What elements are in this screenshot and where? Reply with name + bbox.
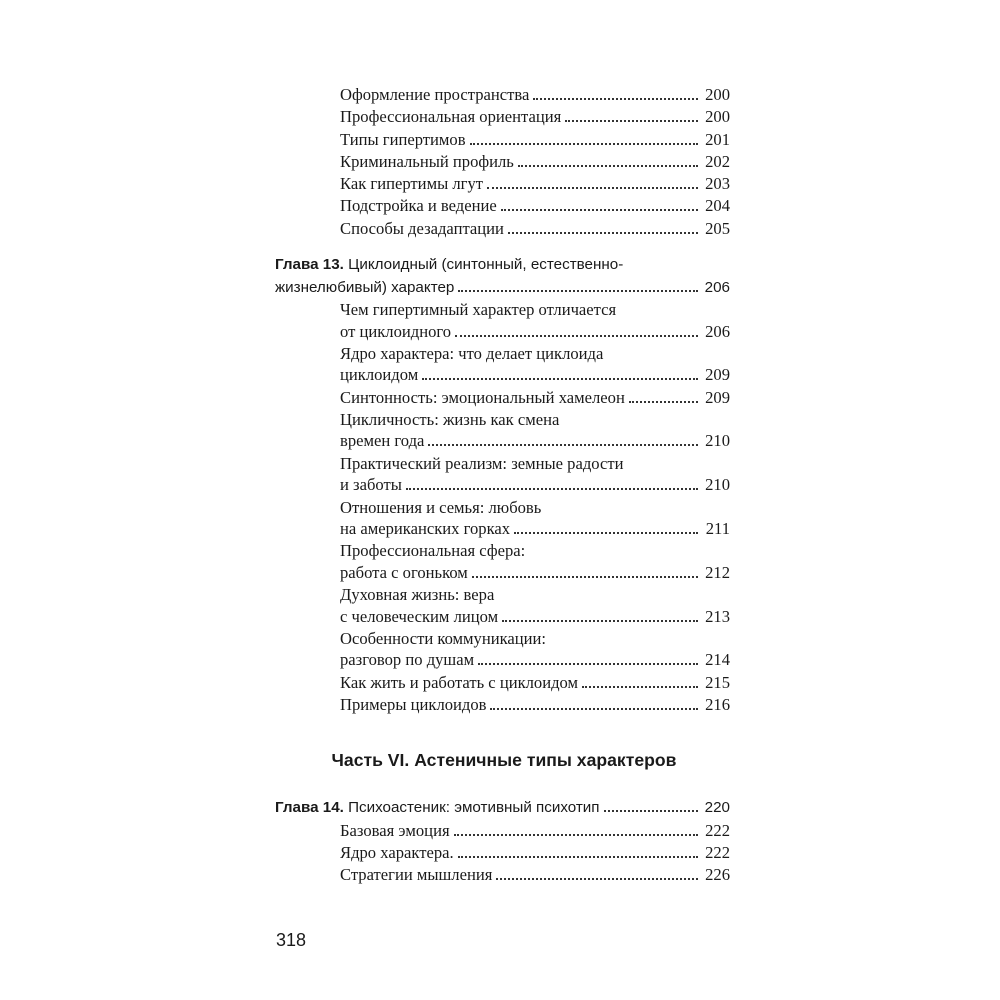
toc-entry-title: Криминальный профиль bbox=[340, 151, 514, 171]
dot-leader bbox=[502, 620, 698, 622]
chapter-13-page: 206 bbox=[704, 278, 730, 296]
toc-entry-title: Подстройка и ведение bbox=[340, 196, 497, 216]
toc-entry-title: Ядро характера. bbox=[340, 842, 454, 862]
toc-entry-page: 226 bbox=[705, 865, 730, 885]
dot-leader bbox=[422, 378, 698, 380]
dot-leader bbox=[478, 663, 698, 665]
toc-entry-page: 202 bbox=[705, 151, 730, 171]
toc-entry-title-line2: и заботы bbox=[340, 475, 402, 495]
toc-entry bbox=[275, 540, 730, 584]
toc-entry-title: Типы гипертимов bbox=[340, 129, 466, 149]
toc-entry-title-line1: Цикличность: жизнь как смена bbox=[340, 409, 560, 429]
toc-entry bbox=[275, 299, 730, 343]
toc-entry bbox=[275, 106, 730, 128]
dot-leader bbox=[508, 232, 698, 234]
toc-lower bbox=[275, 797, 730, 886]
toc-entry-page: 204 bbox=[705, 196, 730, 216]
toc-entry-page: 222 bbox=[705, 820, 730, 840]
toc-entry bbox=[275, 195, 730, 217]
dot-leader bbox=[454, 834, 698, 836]
toc-entry-title-line2: от циклоидного bbox=[340, 321, 452, 341]
toc-entry-title-line2: с человеческим лицом bbox=[340, 606, 499, 626]
dot-leader bbox=[496, 878, 698, 880]
chapter-14-heading bbox=[275, 797, 730, 820]
dot-leader bbox=[565, 120, 698, 122]
chapter-13-label: Глава 13. bbox=[275, 256, 344, 274]
dot-leader bbox=[604, 810, 698, 812]
toc-entry-title: Базовая эмоция bbox=[340, 820, 450, 840]
toc-entry bbox=[275, 864, 730, 886]
toc-entry bbox=[275, 151, 730, 173]
part-6-title bbox=[0, 750, 1000, 771]
toc-entry-title: Оформление пространства bbox=[340, 85, 530, 104]
toc-entry-title: Стратегии мышления bbox=[340, 865, 493, 885]
toc-entry-title-line1: Ядро характера: что делает циклоида bbox=[340, 343, 604, 363]
chapter-14-label: Глава 14. bbox=[275, 799, 344, 816]
toc-entry bbox=[275, 453, 730, 497]
toc-entry-title: Примеры циклоидов bbox=[340, 695, 487, 715]
toc-entry bbox=[275, 173, 730, 195]
toc-entry-page: 210 bbox=[705, 475, 730, 495]
toc-entry-page: 209 bbox=[705, 387, 730, 407]
part-6-title-text: Часть VI. Астеничные типы характеров bbox=[331, 750, 677, 770]
toc-entry bbox=[275, 343, 730, 387]
toc-entry-page: 214 bbox=[705, 650, 730, 670]
chapter-13-heading-line2 bbox=[275, 277, 730, 300]
toc-entry-page: 206 bbox=[705, 321, 730, 341]
toc-entry-page: 211 bbox=[705, 519, 730, 539]
toc-entry bbox=[275, 820, 730, 842]
toc-entry bbox=[275, 129, 730, 151]
toc-entry-title-line1: Практический реализм: земные радости bbox=[340, 453, 624, 473]
toc-entry-title: Как жить и работать с циклоидом bbox=[340, 672, 579, 692]
dot-leader bbox=[472, 576, 698, 578]
toc-entry-page: 200 bbox=[705, 107, 730, 127]
dot-leader bbox=[518, 165, 698, 167]
toc-entry-title: Как гипертимы лгут bbox=[340, 174, 483, 194]
dot-leader bbox=[470, 143, 698, 145]
toc-entry-title: Способы дезадаптации bbox=[340, 218, 504, 238]
chapter-13-title-line2: жизнелюбивый) характер bbox=[275, 278, 455, 296]
toc-entry bbox=[275, 842, 730, 864]
toc-entry-page: 216 bbox=[705, 695, 730, 715]
toc-entry-title-line2: на американских горках bbox=[340, 519, 511, 539]
toc-entry-page: 205 bbox=[705, 218, 730, 238]
toc-entry-title-line1: Профессиональная сфера: bbox=[340, 541, 526, 561]
toc-entry bbox=[275, 628, 730, 672]
dot-leader bbox=[487, 187, 698, 189]
chapter-14-page: 220 bbox=[704, 799, 730, 816]
page-number: 318 bbox=[276, 930, 307, 950]
toc-entry-page: 203 bbox=[705, 174, 730, 194]
dot-leader bbox=[455, 335, 698, 337]
toc-entry-page: 222 bbox=[705, 842, 730, 862]
toc-entry-page: 212 bbox=[705, 562, 730, 582]
toc-entry bbox=[275, 497, 730, 541]
toc-entry-title: Профессиональная ориентация bbox=[340, 107, 562, 127]
toc-entry-page: 200 bbox=[705, 85, 730, 104]
toc-entry-title-line2: циклоидом bbox=[340, 365, 419, 385]
dot-leader bbox=[533, 98, 698, 100]
toc-entry bbox=[275, 409, 730, 453]
toc-entry-title-line2: разговор по душам bbox=[340, 650, 475, 670]
toc-entry-title-line1: Особенности коммуникации: bbox=[340, 628, 547, 648]
toc-entry-title-line2: времен года bbox=[340, 431, 425, 451]
toc-entry-title-line1: Духовная жизнь: вера bbox=[340, 585, 495, 605]
toc-upper bbox=[275, 84, 730, 716]
dot-leader bbox=[582, 686, 698, 688]
chapter-13-title-line1: Циклоидный (синтонный, естественно- bbox=[348, 256, 624, 274]
chapter-14-title: Психоастеник: эмотивный психотип bbox=[348, 799, 600, 816]
dot-leader bbox=[458, 290, 698, 292]
toc-entry-title-line2: работа с огоньком bbox=[340, 562, 468, 582]
toc-entry bbox=[275, 694, 730, 716]
dot-leader bbox=[428, 444, 698, 446]
chapter-13-heading bbox=[275, 254, 730, 277]
dot-leader bbox=[458, 856, 698, 858]
toc-entry-page: 213 bbox=[705, 606, 730, 626]
dot-leader bbox=[406, 488, 698, 490]
toc-entry-page: 209 bbox=[705, 365, 730, 385]
toc-entry-page: 201 bbox=[705, 129, 730, 149]
toc-entry bbox=[275, 672, 730, 694]
dot-leader bbox=[501, 209, 698, 211]
toc-entry-title-line1: Отношения и семья: любовь bbox=[340, 497, 542, 517]
toc-entry-title: Синтонность: эмоциональный хамелеон bbox=[340, 387, 625, 407]
toc-entry bbox=[275, 84, 730, 106]
dot-leader bbox=[629, 401, 698, 403]
toc-entry bbox=[275, 218, 730, 240]
toc-entry-title-line1: Чем гипертимный характер отличается bbox=[340, 300, 617, 320]
toc-entry bbox=[275, 584, 730, 628]
dot-leader bbox=[490, 708, 698, 710]
toc-entry-page: 215 bbox=[705, 672, 730, 692]
toc-entry-page: 210 bbox=[705, 431, 730, 451]
dot-leader bbox=[514, 532, 698, 534]
toc-entry bbox=[275, 387, 730, 409]
